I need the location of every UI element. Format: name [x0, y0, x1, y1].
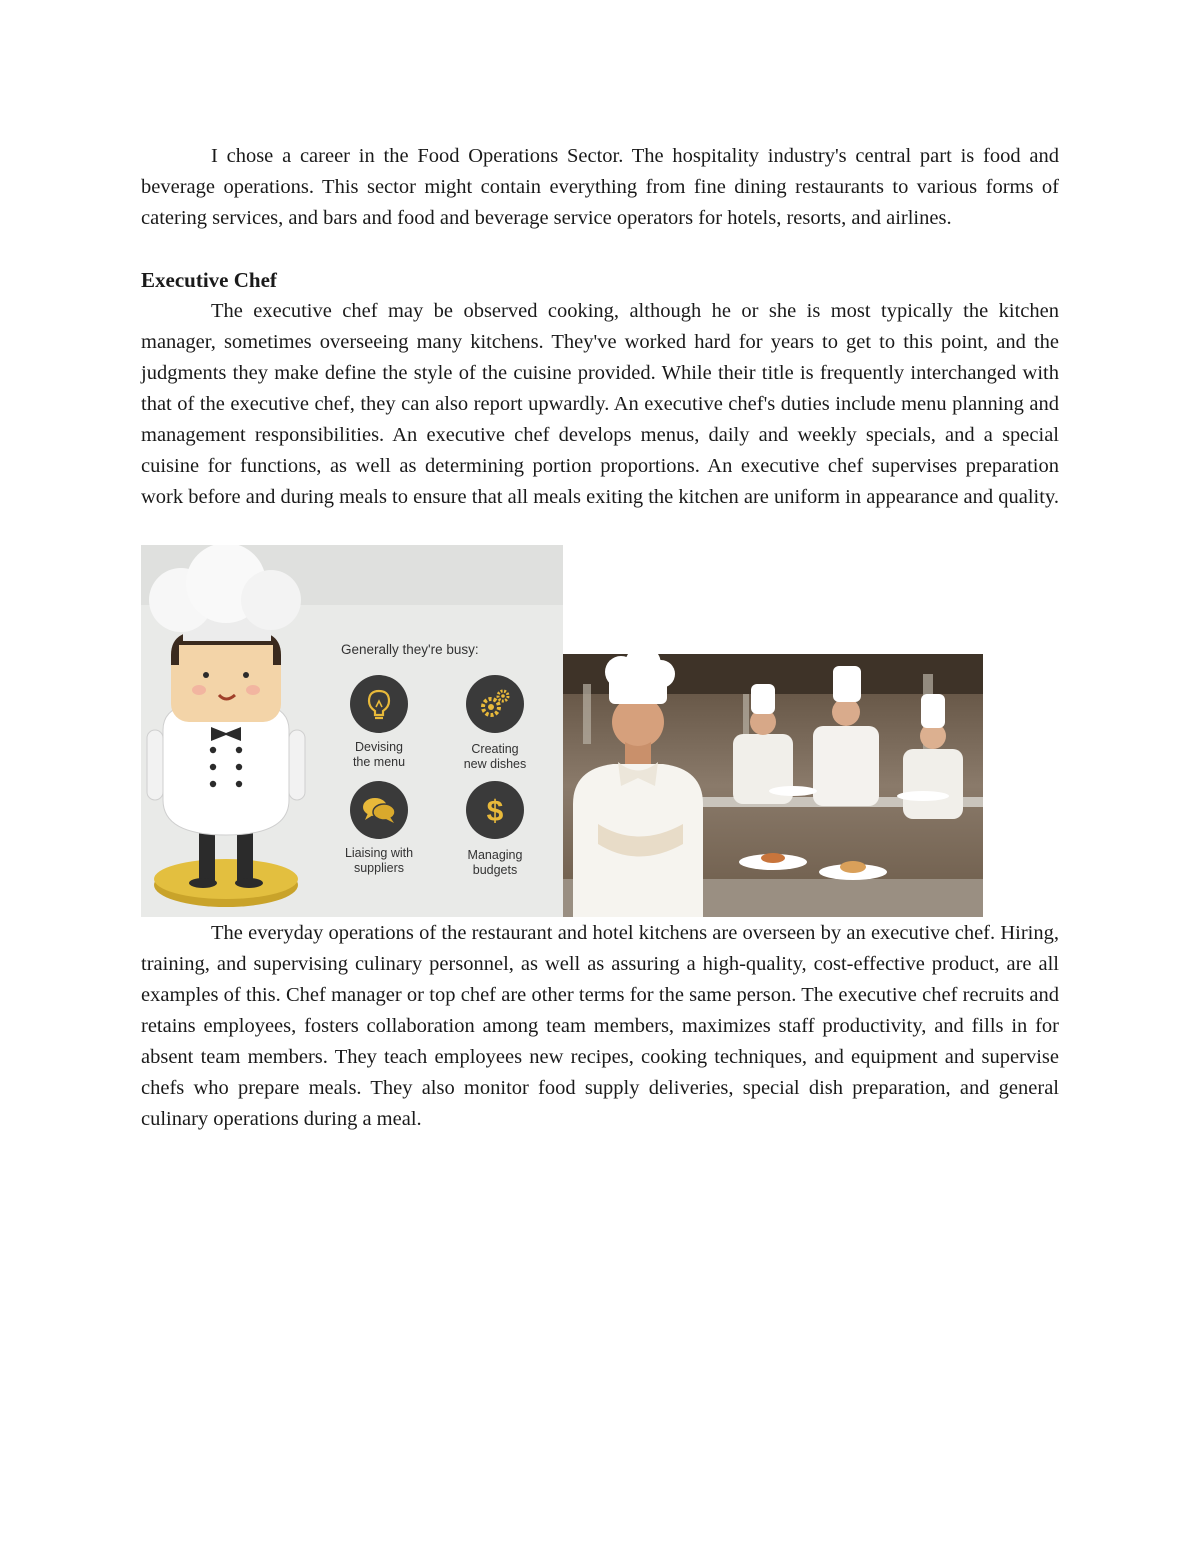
- infographic-title: Generally they're busy:: [341, 642, 479, 657]
- intro-paragraph: [141, 141, 1059, 234]
- intro-text: I chose a career in the Food Operations Sector. The hospitality industry's central part is food and beverage operations. This sector might contain everything from fine dining restaurants to various forms of catering services, and bars and food and beverage service operators for hotels, resorts, and airlines.: [141, 145, 1059, 229]
- plate: [769, 786, 817, 796]
- chef-jacket: [163, 705, 289, 835]
- chef-hat: [149, 545, 301, 641]
- duties-paragraph: [141, 296, 1059, 513]
- section-heading: Executive Chef: [141, 268, 277, 292]
- speech-bubbles-icon: [360, 793, 398, 827]
- info-circle: [466, 675, 524, 733]
- cartoon-chef-illustration: [141, 545, 321, 917]
- info-item-liaising-suppliers: [324, 781, 434, 876]
- svg-text:$: $: [486, 795, 504, 827]
- operations-text: The everyday operations of the restaurant and hotel kitchens are overseen by an executive chef. Hiring, training, and supervising culinary personnel, as well as assuring a high-quality, cost-effective product, are all examples of this. Chef manager or top chef are other terms for the same person. The executive chef recruits and retains employees, fosters collaboration among team members, maximizes staff productivity, and fills in for absent team members. They teach employees new recipes, cooking techniques, and equipment and supervise chefs who prepare meals. They also monitor food supply deliveries, special dish preparation, and general culinary operations during a meal.: [141, 922, 1059, 1130]
- info-item-creating-dishes: [440, 675, 550, 772]
- info-circle: [466, 781, 524, 839]
- plate: [897, 791, 949, 801]
- duties-text: The executive chef may be observed cooking, although he or she is most typically the kitchen manager, sometimes overseeing many kitchens. They've worked hard for years to get to this point, and the judgments they make define the style of the cuisine provided. While their title is frequently interchanged with that of the executive chef, they can also report upwardly. An executive chef's duties include menu planning and management responsibilities. An executive chef develops menus, daily and weekly specials, and a special cuisine for functions, as well as determining portion proportions. An executive chef supervises preparation work before and during meals to ensure that all meals exiting the kitchen are uniform in appearance and quality.: [141, 300, 1059, 508]
- kitchen-team-photo: [563, 654, 983, 917]
- info-item-managing-budgets: [440, 781, 550, 878]
- info-caption: Devising the menu: [352, 740, 406, 769]
- gears-icon: [477, 686, 513, 722]
- info-caption: Creating new dishes: [463, 742, 527, 771]
- info-caption: Managing budgets: [467, 848, 523, 877]
- lightbulb-icon: [362, 687, 396, 721]
- chef-infographic: [141, 545, 563, 917]
- info-circle: [350, 675, 408, 733]
- dollar-icon: [478, 793, 512, 827]
- operations-paragraph: [141, 918, 1059, 1135]
- info-item-devising-menu: [324, 675, 434, 770]
- info-caption: Liaising with suppliers: [344, 846, 414, 875]
- info-circle: [350, 781, 408, 839]
- chef-face: [171, 637, 281, 722]
